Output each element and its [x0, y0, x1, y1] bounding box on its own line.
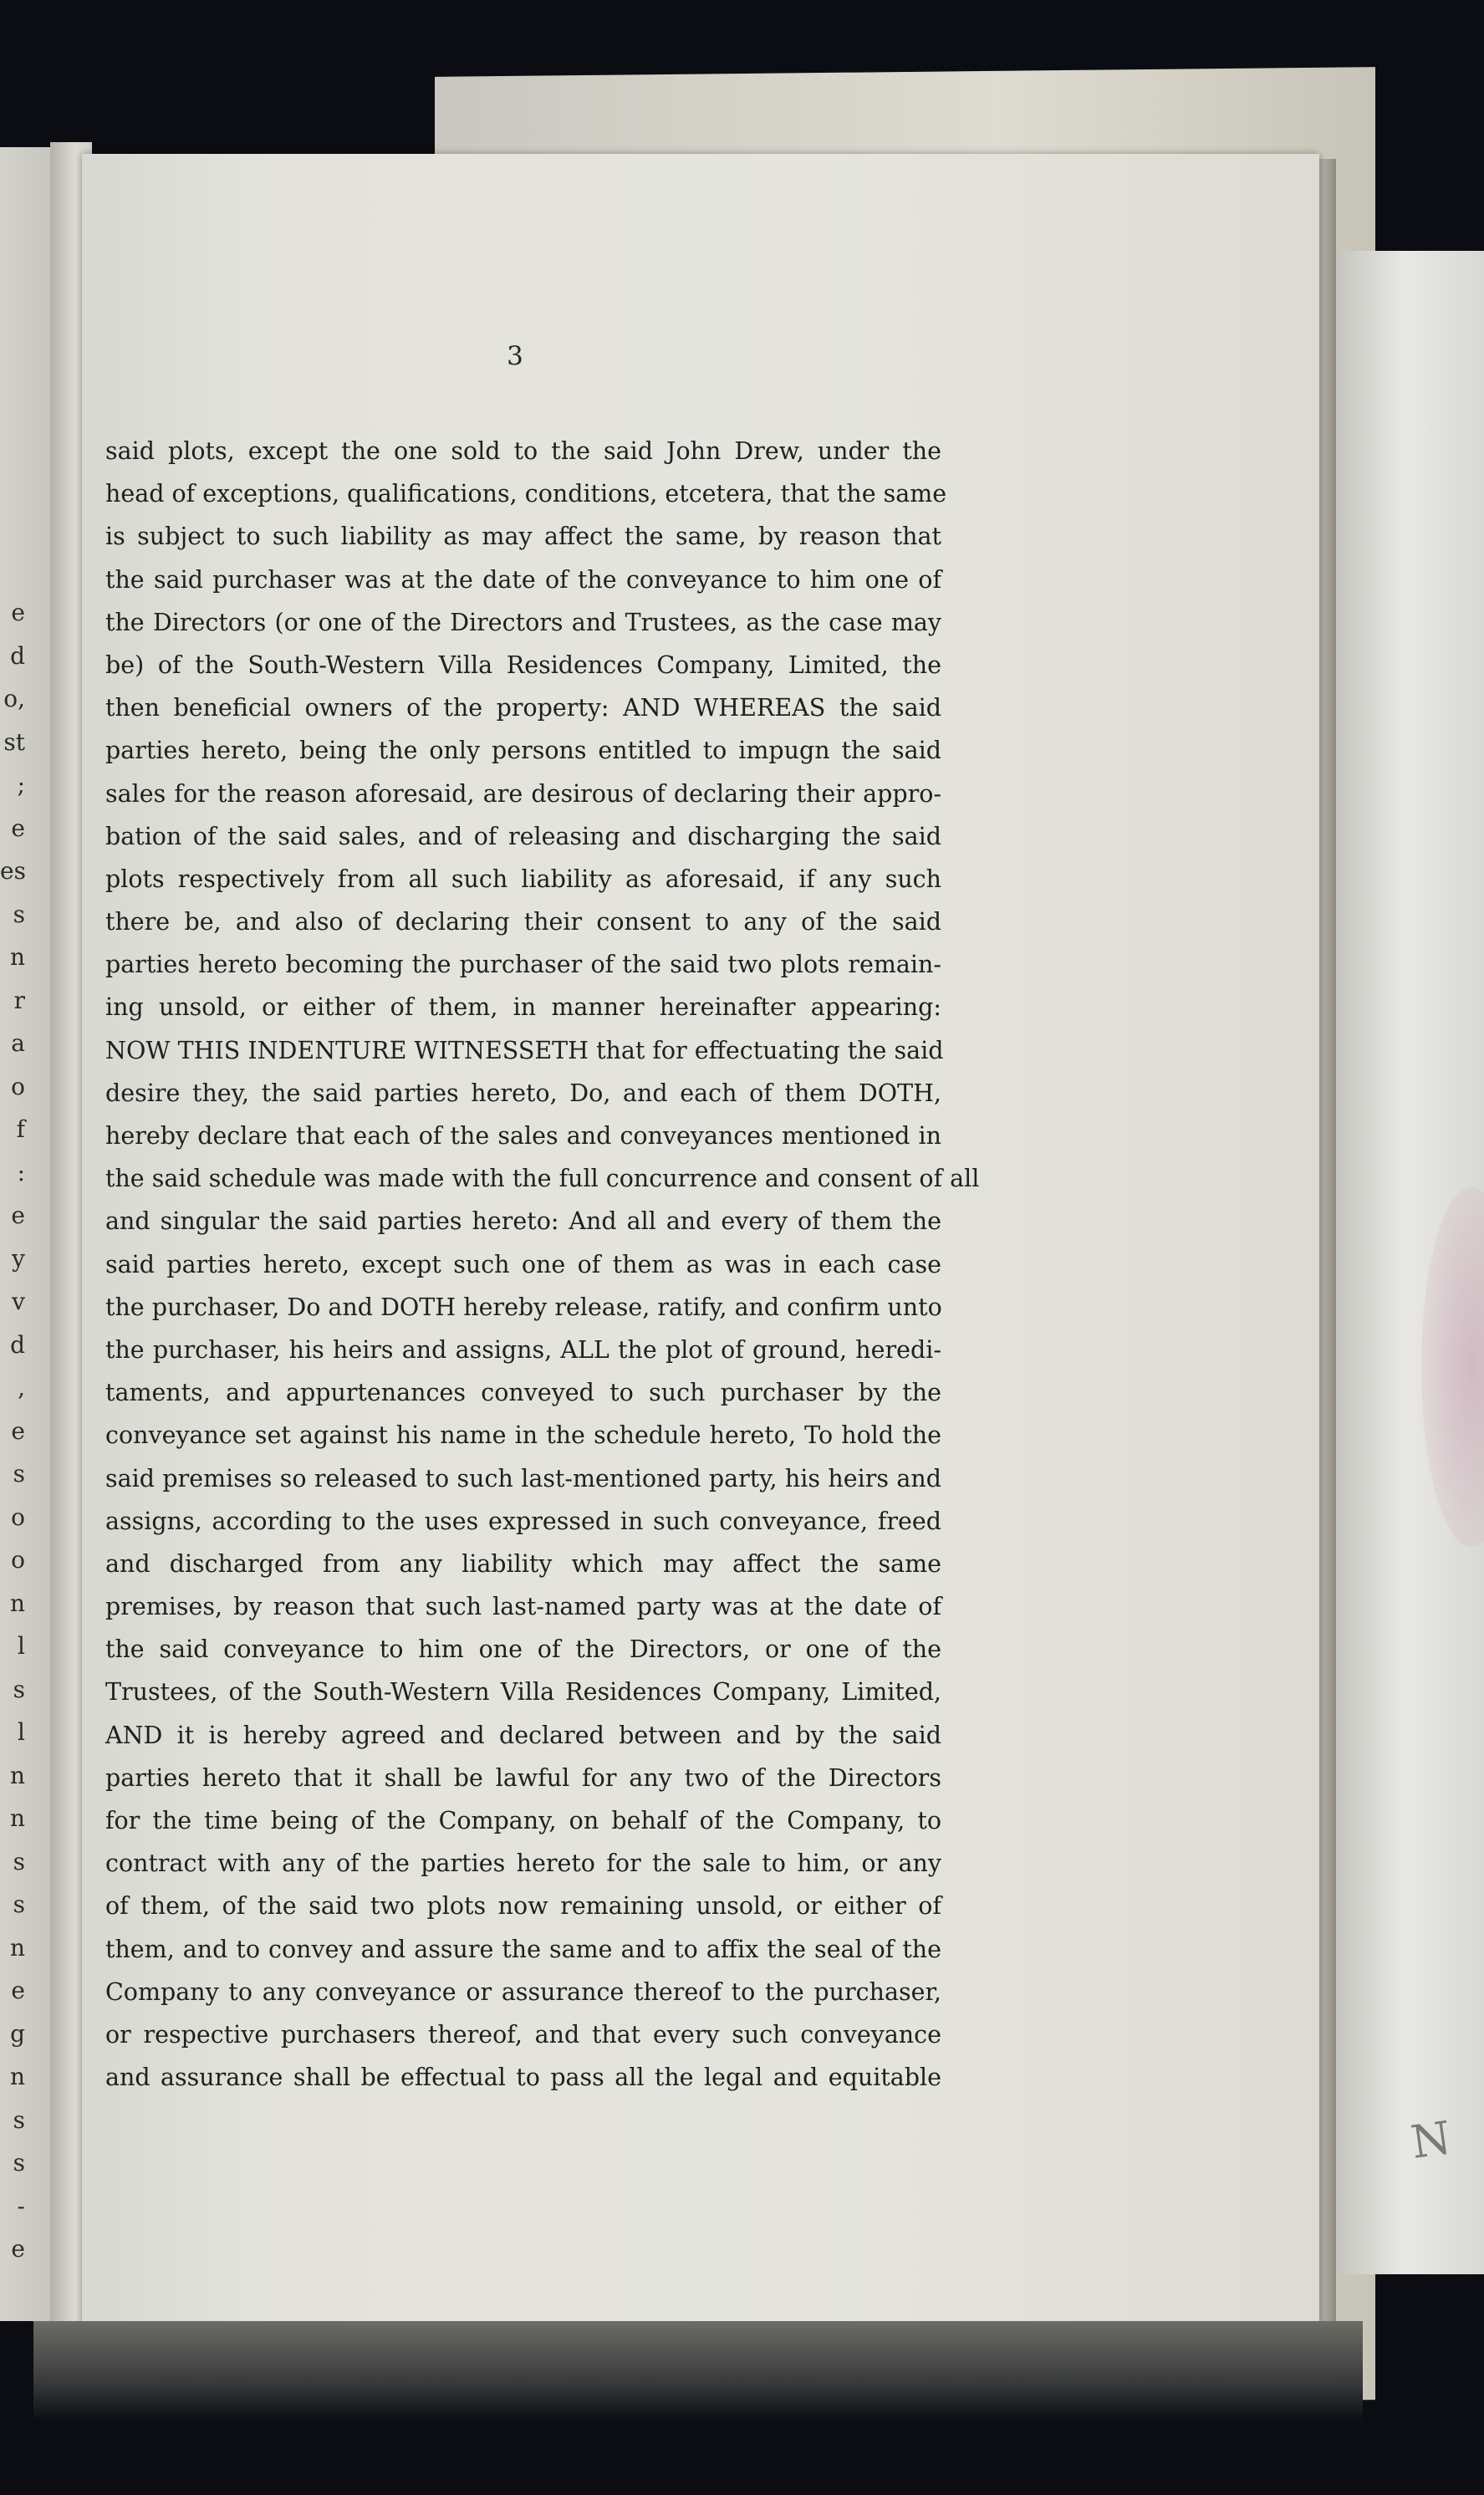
facing-page-fragment: g — [10, 2019, 25, 2048]
text-line: the said purchaser was at the date of the conveyance to him one of — [105, 565, 941, 594]
facing-page-fragment: n — [9, 1933, 25, 1962]
text-line: bation of the said sales, and of releasing and discharging the said — [105, 822, 941, 850]
facing-page-fragment: , — [18, 1374, 25, 1401]
text-line: and discharged from any liability which may affect the same — [105, 1549, 941, 1578]
facing-page-fragment: d — [10, 1330, 25, 1359]
facing-page-fragment: es — [0, 857, 26, 885]
facing-page-fragment: a — [11, 1029, 25, 1057]
facing-page-fragment: n — [9, 1804, 25, 1832]
page-number: 3 — [507, 341, 523, 371]
text-line: head of exceptions, qualifications, conditions, etcetera, that the same — [105, 480, 947, 508]
text-line: or respective purchasers thereof, and that every such conveyance — [105, 2020, 941, 2049]
facing-page-fragment: s — [13, 1675, 25, 1703]
facing-page-fragment: n — [9, 2063, 25, 2090]
facing-page-fragment: ; — [17, 771, 25, 799]
bottom-shadow — [33, 2321, 1363, 2421]
facing-page-fragment: e — [11, 814, 25, 842]
text-line: contract with any of the parties hereto for the sale to him, or any — [105, 1850, 941, 1878]
text-line: AND it is hereby agreed and declared between and by the said — [105, 1721, 941, 1749]
facing-page-fragment: y — [12, 1244, 25, 1273]
text-line: plots respectively from all such liability as aforesaid, if any such — [105, 865, 941, 893]
text-line: of them, of the said two plots now remaining unsold, or either of — [105, 1892, 941, 1921]
text-line: parties hereto becoming the purchaser of the said two plots remain- — [105, 951, 941, 979]
text-line: said plots, except the one sold to the said John Drew, under the — [105, 437, 941, 465]
text-line: parties hereto that it shall be lawful for any two of the Directors — [105, 1763, 941, 1792]
text-line: said parties hereto, except such one of them as was in each case — [105, 1250, 941, 1278]
text-line: conveyance set against his name in the schedule hereto, To hold the — [105, 1421, 941, 1450]
text-line: Trustees, of the South-Western Villa Residences Company, Limited, — [105, 1678, 941, 1707]
text-line: assigns, according to the uses expressed in such conveyance, freed — [105, 1507, 941, 1535]
facing-page-fragment: n — [9, 1589, 25, 1617]
text-line: taments, and appurtenances conveyed to such purchaser by the — [105, 1379, 941, 1407]
text-line: them, and to convey and assure the same and to affix the seal of the — [105, 1935, 941, 1963]
text-line: the Directors (or one of the Directors and Trustees, as the case may — [105, 608, 941, 636]
body-text — [105, 430, 980, 2099]
text-line: hereby declare that each of the sales and conveyances mentioned in — [105, 1122, 941, 1150]
facing-page-fragment: n — [9, 1761, 25, 1789]
text-line: ing unsold, or either of them, in manner hereinafter appearing: — [105, 993, 941, 1022]
text-line: be) of the South-Western Villa Residences Company, Limited, the — [105, 651, 941, 679]
text-line: premises, by reason that such last-named party was at the date of — [105, 1593, 941, 1621]
facing-page-fragment: s — [13, 1890, 25, 1918]
back-page-mark: N — [1407, 2111, 1455, 2169]
text-line: said premises so released to such last-mentioned party, his heirs and — [105, 1464, 941, 1492]
text-line: NOW THIS INDENTURE WITNESSETH that for effectuating the said — [105, 1036, 944, 1064]
text-line: desire they, the said parties hereto, Do, and each of them DOTH, — [105, 1079, 941, 1107]
text-line: then beneficial owners of the property: AND WHEREAS the said — [105, 694, 941, 722]
facing-page-fragment: v — [12, 1288, 25, 1315]
facing-page-fragment: o — [11, 1546, 25, 1574]
facing-page-fragment: o — [11, 1503, 25, 1531]
facing-page-fragment: st — [3, 727, 25, 756]
text-line: is subject to such liability as may affect the same, by reason that — [105, 523, 941, 551]
facing-page-fragment: e — [11, 2235, 25, 2263]
text-line: the said conveyance to him one of the Directors, or one of the — [105, 1635, 941, 1664]
text-line: Company to any conveyance or assurance thereof to the purchaser, — [105, 1977, 941, 2006]
text-line: the said schedule was made with the full concurrence and consent of all — [105, 1165, 980, 1193]
facing-page-fragment: - — [17, 2191, 25, 2220]
text-line: the purchaser, Do and DOTH hereby release, ratify, and confirm unto — [105, 1293, 942, 1321]
facing-page-fragment: o, — [3, 685, 25, 712]
facing-page-fragment: e — [11, 599, 25, 626]
facing-page-fragment: s — [13, 1460, 25, 1487]
facing-page-fragment: e — [11, 1202, 25, 1229]
text-line: and singular the said parties hereto: And all and every of them the — [105, 1207, 941, 1236]
facing-page-fragment: s — [13, 2149, 25, 2176]
facing-page-fragment: : — [17, 1158, 25, 1186]
text-line: and assurance shall be effectual to pass all the legal and equitable — [105, 2064, 941, 2092]
facing-page-text — [0, 599, 25, 2278]
facing-page-fragment: l — [18, 1718, 25, 1746]
facing-page-fragment: s — [13, 1847, 25, 1875]
text-line: sales for the reason aforesaid, are desirous of declaring their appro- — [105, 779, 941, 808]
facing-page-fragment: l — [18, 1632, 25, 1660]
facing-page-fragment: r — [13, 986, 25, 1014]
facing-page-fragment: e — [11, 1977, 25, 2004]
facing-page-fragment: s — [13, 900, 25, 928]
text-line: for the time being of the Company, on behalf of the Company, to — [105, 1807, 941, 1834]
facing-page-fragment: o — [11, 1072, 25, 1100]
text-line: parties hereto, being the only persons entitled to impugn the said — [105, 737, 941, 765]
facing-page-fragment: e — [11, 1416, 25, 1445]
text-line: the purchaser, his heirs and assigns, ALL the plot of ground, heredi- — [105, 1335, 941, 1364]
facing-page-fragment: n — [9, 943, 25, 971]
facing-page-fragment: s — [13, 2105, 25, 2134]
text-line: there be, and also of declaring their consent to any of the said — [105, 908, 941, 936]
facing-page-fragment: f — [16, 1115, 25, 1143]
facing-page-fragment: d — [10, 641, 25, 670]
